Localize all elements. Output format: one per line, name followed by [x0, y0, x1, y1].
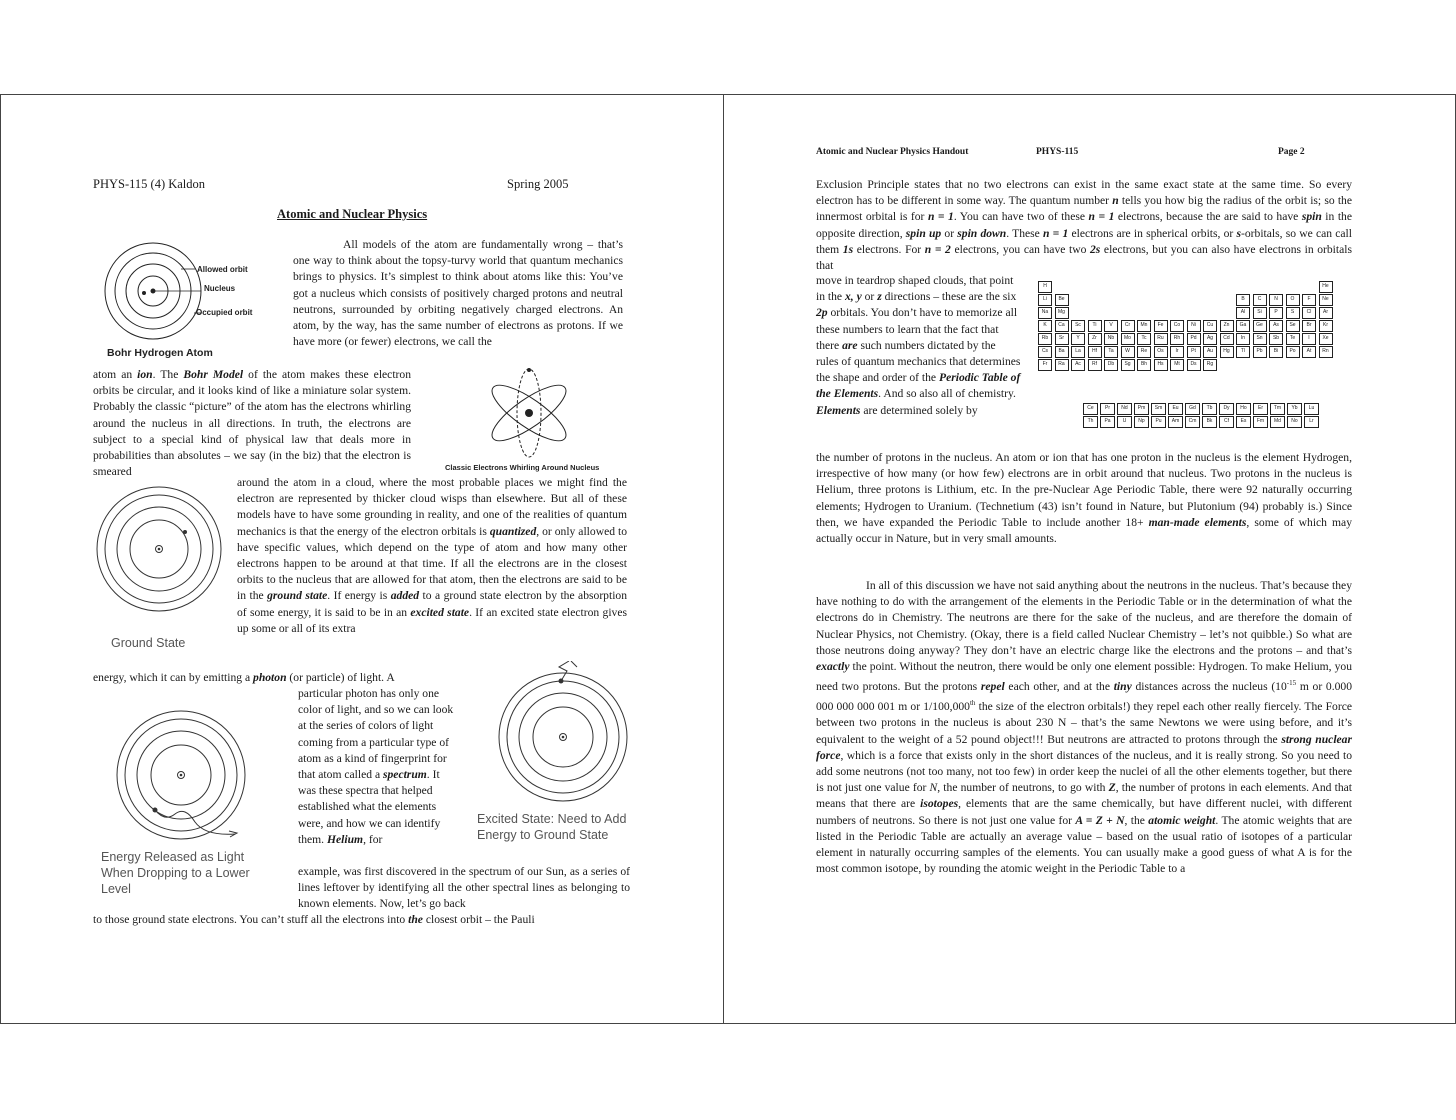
bohr-caption: Bohr Hydrogen Atom: [107, 347, 213, 359]
page1-paragraph-5: particular photon has only one color of light, and so we can look at the series of colors of light coming from a particular type of atom as a kind of fingerprint for that atom called a spectrum. It was these spectra that helped established what the elements were, and how we can identify them. Helium, for: [298, 687, 454, 846]
periodic-cell: Bh: [1137, 359, 1151, 371]
periodic-cell-fblock: Cf: [1219, 416, 1234, 428]
page1-paragraph-1: All models of the atom are fundamentally wrong – that’s one way to think about the topsy-turvy world that quantum mechanics brings to physics. It’s simplest to think about atoms like this: You’ve got a nucleus which consists of positively charged protons and neutral neutrons, surrounded by orbiting negatively charged electrons. An atom, by the way, has the same number of electrons as protons. If we have more (or fewer) electrons, we call the: [293, 238, 623, 349]
periodic-cell: B: [1236, 294, 1250, 306]
periodic-cell: F: [1302, 294, 1316, 306]
periodic-cell-fblock: Ce: [1083, 403, 1098, 415]
periodic-cell-fblock: U: [1117, 416, 1132, 428]
page1-paragraph-2: atom an ion. The Bohr Model of the atom makes these electron orbits be circular, and it looks kind of like a miniature solar system. Probably the classic “picture” of the atom has the electrons whirling around the nucleus in all directions. In truth, the electrons are subject to a special kind of physical law that deals more in probabilities than absolutes – we say (in the biz) that the electron is smeared: [93, 368, 412, 479]
page2-header-left: Atomic and Nuclear Physics Handout: [816, 147, 969, 157]
page1-paragraph-7: to those ground state electrons. You can’t stuff all the electrons into the closest orbit – the Pauli: [93, 913, 535, 926]
bohr-label-occupied-orbit: Occupied orbit: [196, 308, 253, 317]
periodic-cell-fblock: Pa: [1100, 416, 1115, 428]
periodic-cell: S: [1286, 307, 1300, 319]
periodic-cell: Zr: [1088, 333, 1102, 345]
periodic-cell: Ga: [1236, 320, 1250, 332]
periodic-cell: Y: [1071, 333, 1085, 345]
periodic-cell: Al: [1236, 307, 1250, 319]
periodic-cell: Ds: [1187, 359, 1201, 371]
document-page-2: [723, 94, 1456, 1024]
periodic-cell-fblock: Tm: [1270, 403, 1285, 415]
periodic-cell-fblock: Pm: [1134, 403, 1149, 415]
periodic-cell: Cr: [1121, 320, 1135, 332]
periodic-cell: Pb: [1253, 346, 1267, 358]
periodic-cell: Cl: [1302, 307, 1316, 319]
periodic-cell: Fe: [1154, 320, 1168, 332]
periodic-cell: Mg: [1055, 307, 1069, 319]
periodic-cell-fblock: Gd: [1185, 403, 1200, 415]
periodic-cell: Si: [1253, 307, 1267, 319]
periodic-cell-fblock: Nd: [1117, 403, 1132, 415]
periodic-cell: Li: [1038, 294, 1052, 306]
periodic-cell: Ti: [1088, 320, 1102, 332]
periodic-cell: Rb: [1038, 333, 1052, 345]
periodic-cell-fblock: Am: [1168, 416, 1183, 428]
periodic-cell: Mo: [1121, 333, 1135, 345]
periodic-cell-fblock: Bk: [1202, 416, 1217, 428]
periodic-cell: Au: [1203, 346, 1217, 358]
energy-released-figure: [111, 705, 261, 855]
page1-header-left: PHYS-115 (4) Kaldon: [93, 177, 206, 191]
periodic-cell: W: [1121, 346, 1135, 358]
periodic-cell-fblock: Fm: [1253, 416, 1268, 428]
periodic-cell-fblock: Es: [1236, 416, 1251, 428]
excited-state-figure: [493, 661, 643, 811]
periodic-cell: Db: [1104, 359, 1118, 371]
periodic-cell: N: [1269, 294, 1283, 306]
periodic-cell: Sb: [1269, 333, 1283, 345]
periodic-cell: Rf: [1088, 359, 1102, 371]
periodic-cell: Nb: [1104, 333, 1118, 345]
periodic-cell: Br: [1302, 320, 1316, 332]
periodic-cell: Ru: [1154, 333, 1168, 345]
periodic-cell: Te: [1286, 333, 1300, 345]
periodic-cell: Co: [1170, 320, 1184, 332]
periodic-cell: La: [1071, 346, 1085, 358]
periodic-cell: Fr: [1038, 359, 1052, 371]
periodic-cell-fblock: Md: [1270, 416, 1285, 428]
periodic-cell: Ne: [1319, 294, 1333, 306]
periodic-cell: Ag: [1203, 333, 1217, 345]
periodic-cell-fblock: Sm: [1151, 403, 1166, 415]
periodic-cell: Po: [1286, 346, 1300, 358]
periodic-cell: P: [1269, 307, 1283, 319]
periodic-cell-fblock: Lu: [1304, 403, 1319, 415]
page1-header-right: Spring 2005: [507, 177, 569, 191]
periodic-cell-fblock: Lr: [1304, 416, 1319, 428]
periodic-cell: Hs: [1154, 359, 1168, 371]
periodic-cell-fblock: Er: [1253, 403, 1268, 415]
periodic-cell: Ra: [1055, 359, 1069, 371]
periodic-cell: K: [1038, 320, 1052, 332]
periodic-cell: Rg: [1203, 359, 1217, 371]
periodic-cell: Mt: [1170, 359, 1184, 371]
page2-paragraph-2: move in teardrop shaped clouds, that point in the x, y or z directions – these are the six 2p orbitals. You don’t have to memorize all these numbers to learn that the fact that there are such numbers dictated by the rules of quantum mechanics that determines the shape and order of the Periodic Table of the Elements. And so also all of chemistry. Elements are determined solely by: [816, 274, 1021, 417]
periodic-cell: At: [1302, 346, 1316, 358]
page1-paragraph-4: energy, which it can by emitting a photon (or particle) of light. A: [93, 671, 395, 684]
page2-header-mid: PHYS-115: [1036, 147, 1079, 157]
periodic-cell-fblock: Yb: [1287, 403, 1302, 415]
periodic-cell: O: [1286, 294, 1300, 306]
periodic-cell: As: [1269, 320, 1283, 332]
document-page-1: [0, 94, 724, 1024]
periodic-cell: Mn: [1137, 320, 1151, 332]
periodic-cell: Ir: [1170, 346, 1184, 358]
periodic-cell: Xe: [1319, 333, 1333, 345]
bohr-label-allowed-orbit: Allowed orbit: [197, 265, 248, 274]
periodic-cell: Bi: [1269, 346, 1283, 358]
periodic-cell-fblock: Th: [1083, 416, 1098, 428]
periodic-cell: Zn: [1220, 320, 1234, 332]
periodic-cell: Be: [1055, 294, 1069, 306]
bohr-label-nucleus: Nucleus: [204, 284, 236, 293]
classic-atom-figure: [479, 361, 579, 461]
periodic-cell-fblock: Np: [1134, 416, 1149, 428]
periodic-cell: Cs: [1038, 346, 1052, 358]
excited-state-caption: Excited State: Need to Add Energy to Ground State: [477, 812, 627, 842]
periodic-cell-fblock: Pu: [1151, 416, 1166, 428]
energy-released-caption: Energy Released as Light When Dropping to a Lower Level: [101, 850, 250, 896]
page-title: Atomic and Nuclear Physics: [277, 207, 428, 221]
periodic-cell: Se: [1286, 320, 1300, 332]
periodic-cell: Sc: [1071, 320, 1085, 332]
periodic-cell: Pt: [1187, 346, 1201, 358]
periodic-cell: Rh: [1170, 333, 1184, 345]
page2-header-right: Page 2: [1278, 147, 1305, 157]
periodic-cell: In: [1236, 333, 1250, 345]
periodic-cell: Sg: [1121, 359, 1135, 371]
page1-paragraph-6: example, was first discovered in the spectrum of our Sun, as a series of lines leftover by identifying all the other spectral lines as belonging to known elements. Now, let’s go back: [298, 865, 630, 911]
periodic-cell-fblock: Dy: [1219, 403, 1234, 415]
periodic-cell: Ar: [1319, 307, 1333, 319]
periodic-cell: Ba: [1055, 346, 1069, 358]
ground-state-caption: Ground State: [111, 636, 186, 650]
periodic-cell-fblock: Cm: [1185, 416, 1200, 428]
page2-paragraph-4: In all of this discussion we have not said anything about the neutrons in the nucleus. That’s because they have nothing to do with the arrangement of the elements in the Periodic Table or in the determination of what the electrons do in Chemistry. The neutrons are there for the sake of the nucleus, and are therefore the domain of Nuclear Physics, not Chemistry. (Okay, there is a field called Nuclear Chemistry – let’s not quibble.) So what are those neutrons doing anyway? They don’t have an electric charge like the electrons and the protons – and that’s exactly the point. Without the neutron, there would be only one element possible: Hydrogen. To make Helium, you need two protons. But the protons repel each other, and at the tiny distances across the nucleus ($10^{-15}$ m or 0.000 000 000 000 001 m or 1/100,000th the size of the electron orbitals!) they repel each other really fiercely. The Force between two protons in the nucleus is about 230 N – that’s the same Newtons we were using before, and it’s equivalent to the weight of a 52 pound object!!! But neutrons are attracted to protons through the strong nuclear force, which is a force that exists only in the short distances of the nucleus, and it is really strong. So you need to add some neutrons (not too many, not too few) in order keep the nuclei of all the other elements together, but there is not just one value for N, the number of neutrons, to go with Z, the number of protons in each elements. And that means that there are isotopes, elements that are the same chemically, but have different nuclei, with different numbers of neutrons. So there is not just one value for A = Z + N, the atomic weight. The atomic weights that are listed in the Periodic Table are actually an average value – based on the usual ratio of isotopes of a particular element in naturally occurring samples of the elements. You can usually make a good guess of what A is for the most common isotope, by rounding the atomic weight in the Periodic Table to a: [816, 579, 1353, 876]
periodic-cell-fblock: Pr: [1100, 403, 1115, 415]
periodic-cell: Ge: [1253, 320, 1267, 332]
periodic-cell: Ca: [1055, 320, 1069, 332]
classic-atom-caption: Classic Electrons Whirling Around Nucleus: [445, 463, 600, 472]
periodic-cell: Pd: [1187, 333, 1201, 345]
periodic-cell: Ac: [1071, 359, 1085, 371]
periodic-cell-fblock: No: [1287, 416, 1302, 428]
periodic-cell: Os: [1154, 346, 1168, 358]
periodic-cell: Cd: [1220, 333, 1234, 345]
periodic-cell: Sn: [1253, 333, 1267, 345]
periodic-cell: Hf: [1088, 346, 1102, 358]
periodic-cell: Tl: [1236, 346, 1250, 358]
periodic-cell: Re: [1137, 346, 1151, 358]
page1-paragraph-3: around the atom in a cloud, where the most probable places we might find the electron are represented by thicker cloud wisps than elsewhere. But all of these models have to have some grounding in reality, and one of the realities of quantum mechanics is that the energy of the electron orbitals is quantized, or only allowed to have specific values, which depend on the type of atom and how many other electrons happen to be around at that time. If all the electrons are in the closest orbits to the nucleus that are allowed for that atom, then the electrons are said to be in the ground state. If energy is added to a ground state electron by the absorption of some energy, it is said to be in an excited state. If an excited state electron gives up some or all of its extra: [237, 476, 628, 635]
periodic-cell: Na: [1038, 307, 1052, 319]
ground-state-figure: [95, 485, 225, 615]
periodic-cell: Sr: [1055, 333, 1069, 345]
periodic-cell-fblock: Tb: [1202, 403, 1217, 415]
periodic-cell: He: [1319, 281, 1333, 293]
periodic-cell: Hg: [1220, 346, 1234, 358]
periodic-cell: Cu: [1203, 320, 1217, 332]
periodic-cell: I: [1302, 333, 1316, 345]
periodic-cell: Kr: [1319, 320, 1333, 332]
periodic-cell: C: [1253, 294, 1267, 306]
page2-paragraph-1: Exclusion Principle states that no two electrons can exist in the same exact state at the same time. So every electron has to be different in some way. The quantum number n tells you how big the radius of the orbit is; so the innermost orbital is for n = 1. You can have two of these n = 1 electrons, because the are said to have spin in the opposite direction, spin up or spin down. These n = 1 electrons are in spherical orbits, or s-orbitals, so we can call them 1s electrons. For n = 2 electrons, you can have two 2s electrons, but you can also have electrons in orbitals that: [816, 178, 1353, 273]
periodic-cell-fblock: Ho: [1236, 403, 1251, 415]
periodic-cell: Ta: [1104, 346, 1118, 358]
periodic-cell: Tc: [1137, 333, 1151, 345]
periodic-table-figure: [1038, 281, 1348, 441]
periodic-cell: Ni: [1187, 320, 1201, 332]
periodic-cell-fblock: Eu: [1168, 403, 1183, 415]
periodic-cell: V: [1104, 320, 1118, 332]
bohr-atom-figure: [101, 241, 301, 361]
periodic-cell: Rn: [1319, 346, 1333, 358]
page2-paragraph-3: the number of protons in the nucleus. An atom or ion that has one proton in the nucleus is the element Hydrogen, irrespective of how many (or how few) electrons are in orbit around that nucleus. Two protons in the nucleus is Helium, three protons is Lithium, etc. In the pre-Nuclear Age Periodic Table, there were 92 naturally occurring elements; Hydrogen to Uranium. (Technetium (43) isn’t found in Nature, but Plutonium (94) probably is.) Since then, we have expanded the Periodic Table to include another 18+ man-made elements, some of which may actually occur in Nature, but in very small amounts.: [816, 451, 1353, 546]
periodic-cell: H: [1038, 281, 1052, 293]
